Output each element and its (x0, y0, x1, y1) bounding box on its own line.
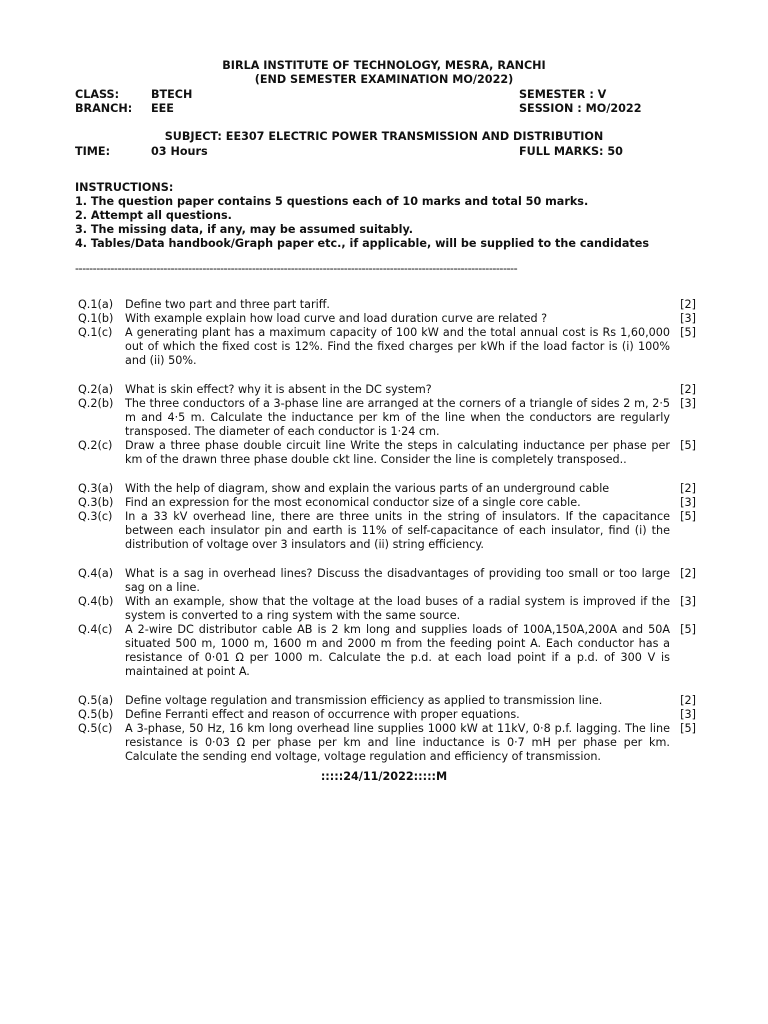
question-item (78, 482, 696, 496)
question-item (78, 567, 696, 595)
divider: ----------------------------------------------------------------------------------------------------------------------------- (75, 262, 518, 275)
question-marks: [5] (680, 510, 696, 523)
question-marks: [5] (680, 722, 696, 735)
question-text: A 2-wire DC distributor cable AB is 2 km long and supplies loads of 100A,150A,200A and 50A situated 500 m, 1000 m, 1600 m and 2000 m from the feeding point A. Each conductor has a resistance of 0·01 Ω per 1000 m. Calculate the p.d. at each load point if a p.d. of 300 V is maintained at point A. (125, 623, 670, 678)
question-group-4 (78, 567, 696, 679)
question-item (78, 510, 696, 552)
question-marks: [2] (680, 567, 696, 580)
question-marks: [3] (680, 397, 696, 410)
question-text: Draw a three phase double circuit line Write the steps in calculating inductance per phase per km of the drawn three phase double ckt line. Consider the line is completely transposed.. (125, 439, 670, 466)
question-marks: [5] (680, 439, 696, 452)
question-number: Q.1(c) (78, 326, 113, 339)
question-marks: [5] (680, 623, 696, 636)
question-text: Define voltage regulation and transmission efficiency as applied to transmission line. (125, 694, 603, 707)
question-number: Q.1(a) (78, 298, 114, 311)
question-item (78, 595, 696, 623)
question-group-1 (78, 298, 696, 368)
question-item (78, 496, 696, 510)
branch-label: BRANCH: (75, 102, 133, 115)
instruction-item: 1. The question paper contains 5 questions each of 10 marks and total 50 marks. (75, 195, 589, 208)
question-item (78, 694, 696, 708)
question-item (78, 326, 696, 368)
question-number: Q.4(c) (78, 623, 113, 636)
question-group-2 (78, 383, 696, 467)
question-item (78, 383, 696, 397)
question-text: With an example, show that the voltage at the load buses of a radial system is improved if the system is converted to a ring system with the same source. (125, 595, 670, 622)
question-number: Q.2(a) (78, 383, 114, 396)
question-marks: [3] (680, 708, 696, 721)
question-number: Q.4(b) (78, 595, 114, 608)
question-number: Q.1(b) (78, 312, 114, 325)
footer-date: :::::24/11/2022:::::M (320, 770, 448, 783)
question-number: Q.2(c) (78, 439, 113, 452)
question-group-3 (78, 482, 696, 552)
question-text: With the help of diagram, show and explain the various parts of an underground cable (125, 482, 610, 495)
question-number: Q.5(c) (78, 722, 113, 735)
question-item (78, 312, 696, 326)
question-number: Q.5(b) (78, 708, 114, 721)
time-value: 03 Hours (151, 145, 208, 158)
instruction-item: 3. The missing data, if any, may be assumed suitably. (75, 223, 414, 236)
question-item (78, 708, 696, 722)
questions-section (78, 298, 696, 779)
question-marks: [3] (680, 595, 696, 608)
question-text: A generating plant has a maximum capacity of 100 kW and the total annual cost is Rs 1,60,000 out of which the fixed cost is 12%. Find the fixed charges per kWh if the load factor is (i) 100% and (ii) 50%. (125, 326, 670, 367)
question-item (78, 298, 696, 312)
question-number: Q.3(b) (78, 496, 114, 509)
full-marks: FULL MARKS: 50 (519, 145, 623, 158)
question-number: Q.2(b) (78, 397, 114, 410)
exam-title: (END SEMESTER EXAMINATION MO/2022) (254, 73, 514, 86)
question-marks: [5] (680, 326, 696, 339)
question-item (78, 722, 696, 764)
question-text: In a 33 kV overhead line, there are three units in the string of insulators. If the capacitance between each insulator pin and earth is 11% of self-capacitance of each insulator, find (i) the distribution of voltage over 3 insulators and (ii) string efficiency. (125, 510, 670, 551)
instruction-item: 2. Attempt all questions. (75, 209, 232, 222)
question-marks: [2] (680, 383, 696, 396)
question-item (78, 397, 696, 439)
question-marks: [2] (680, 482, 696, 495)
question-text: A 3-phase, 50 Hz, 16 km long overhead line supplies 1000 kW at 11kV, 0·8 p.f. lagging. The line resistance is 0·03 Ω per phase per km and line inductance is 0·7 mH per phase per km. Calculate the sending end voltage, voltage regulation and efficiency of transmission. (125, 722, 670, 763)
question-number: Q.3(a) (78, 482, 114, 495)
instructions-title: INSTRUCTIONS: (75, 181, 174, 194)
subject-title: SUBJECT: EE307 ELECTRIC POWER TRANSMISSION AND DISTRIBUTION (164, 130, 604, 143)
question-text: What is a sag in overhead lines? Discuss the disadvantages of providing too small or too large sag on a line. (125, 567, 670, 594)
session: SESSION : MO/2022 (519, 102, 642, 115)
question-text: What is skin effect? why it is absent in the DC system? (125, 383, 432, 396)
instruction-item: 4. Tables/Data handbook/Graph paper etc., if applicable, will be supplied to the candidates (75, 237, 649, 250)
class-value: BTECH (151, 88, 193, 101)
question-number: Q.3(c) (78, 510, 113, 523)
question-marks: [3] (680, 496, 696, 509)
question-text: Define Ferranti effect and reason of occurrence with proper equations. (125, 708, 520, 721)
question-text: Find an expression for the most economical conductor size of a single core cable. (125, 496, 581, 509)
question-text: With example explain how load curve and load duration curve are related ? (125, 312, 548, 325)
question-group-5 (78, 694, 696, 764)
class-label: CLASS: (75, 88, 120, 101)
semester: SEMESTER : V (519, 88, 607, 101)
question-item (78, 623, 696, 679)
time-label: TIME: (75, 145, 111, 158)
question-text: Define two part and three part tariff. (125, 298, 330, 311)
question-marks: [2] (680, 298, 696, 311)
question-marks: [3] (680, 312, 696, 325)
question-marks: [2] (680, 694, 696, 707)
question-item (78, 439, 696, 467)
institute-name: BIRLA INSTITUTE OF TECHNOLOGY, MESRA, RANCHI (222, 59, 546, 72)
question-number: Q.4(a) (78, 567, 114, 580)
question-number: Q.5(a) (78, 694, 114, 707)
branch-value: EEE (151, 102, 174, 115)
question-text: The three conductors of a 3-phase line are arranged at the corners of a triangle of sides 2 m, 2·5 m and 4·5 m. Calculate the inductance per km of the line when the conductors are regularly transposed. The diameter of each conductor is 1·24 cm. (125, 397, 670, 438)
